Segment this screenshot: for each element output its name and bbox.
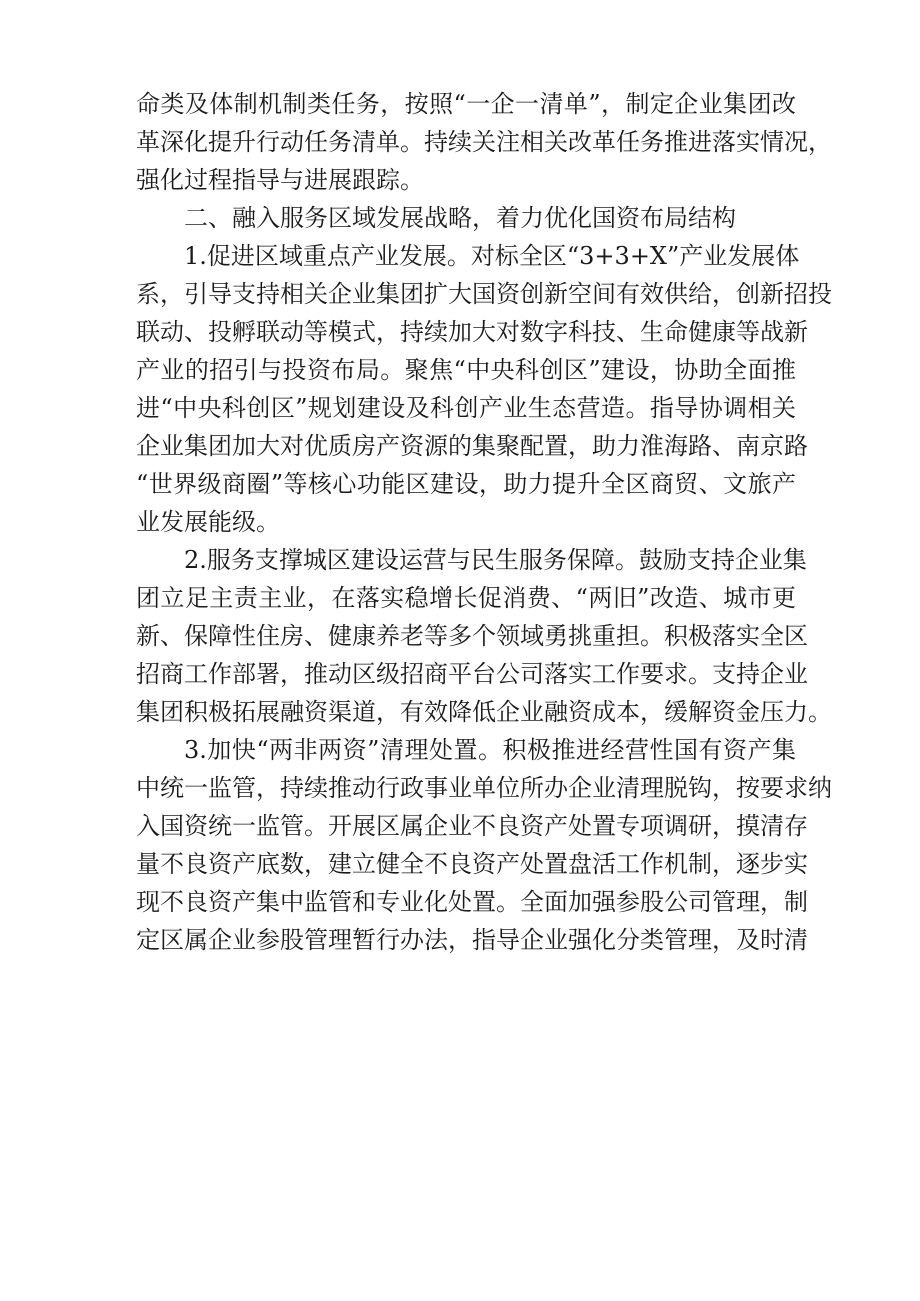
text-line: 招商工作部署，推动区级招商平台公司落实工作要求。支持企业 — [136, 660, 808, 688]
text-line: 业发展能级。 — [136, 508, 280, 536]
text-line: 中统一监管，持续推动行政事业单位所办企业清理脱钩，按要求纳 — [136, 774, 832, 802]
text-line: 企业集团加大对优质房产资源的集聚配置，助力淮海路、南京路 — [136, 432, 808, 460]
paragraph — [136, 88, 832, 197]
text-line: 系，引导支持相关企业集团扩大国资创新空间有效供给，创新招投 — [136, 280, 832, 308]
text-line: 产业的招引与投资布局。聚焦“中央科创区”建设，协助全面推 — [136, 356, 796, 384]
text-line: 1.促进区域重点产业发展。对标全区“3+3+X”产业发展体 — [184, 242, 800, 270]
text-line: “世界级商圈”等核心功能区建设，助力提升全区商贸、文旅产 — [136, 470, 796, 498]
text-line: 2.服务支撑城区建设运营与民生服务保障。鼓励支持企业集 — [184, 546, 807, 574]
text-line: 革深化提升行动任务清单。持续关注相关改革任务推进落实情况， — [136, 128, 832, 156]
document-body — [136, 88, 832, 962]
text-line: 新、保障性住房、健康养老等多个领域勇挑重担。积极落实全区 — [136, 622, 808, 650]
paragraph — [136, 734, 832, 957]
paragraph — [136, 240, 832, 539]
text-line: 二、融入服务区域发展战略，着力优化国资布局结构 — [184, 204, 736, 232]
text-line: 现不良资产集中监管和专业化处置。全面加强参股公司管理，制 — [136, 888, 808, 916]
text-line: 团立足主责主业，在落实稳增长促消费、“两旧”改造、城市更 — [136, 584, 796, 612]
text-line: 3.加快“两非两资”清理处置。积极推进经营性国有资产集 — [184, 736, 796, 764]
text-line: 进“中央科创区”规划建设及科创产业生态营造。指导协调相关 — [136, 394, 796, 422]
text-line: 强化过程指导与进展跟踪。 — [136, 166, 424, 194]
text-line: 命类及体制机制类任务，按照“一企一清单”，制定企业集团改 — [136, 90, 796, 118]
text-line: 量不良资产底数，建立健全不良资产处置盘活工作机制，逐步实 — [136, 850, 808, 878]
text-line: 联动、投孵联动等模式，持续加大对数字科技、生命健康等战新 — [136, 318, 808, 346]
text-line: 集团积极拓展融资渠道，有效降低企业融资成本，缓解资金压力。 — [136, 698, 832, 726]
text-line: 定区属企业参股管理暂行办法，指导企业强化分类管理，及时清 — [136, 926, 808, 954]
paragraph — [136, 202, 796, 235]
paragraph — [136, 544, 832, 729]
text-line: 入国资统一监管。开展区属企业不良资产处置专项调研，摸清存 — [136, 812, 808, 840]
